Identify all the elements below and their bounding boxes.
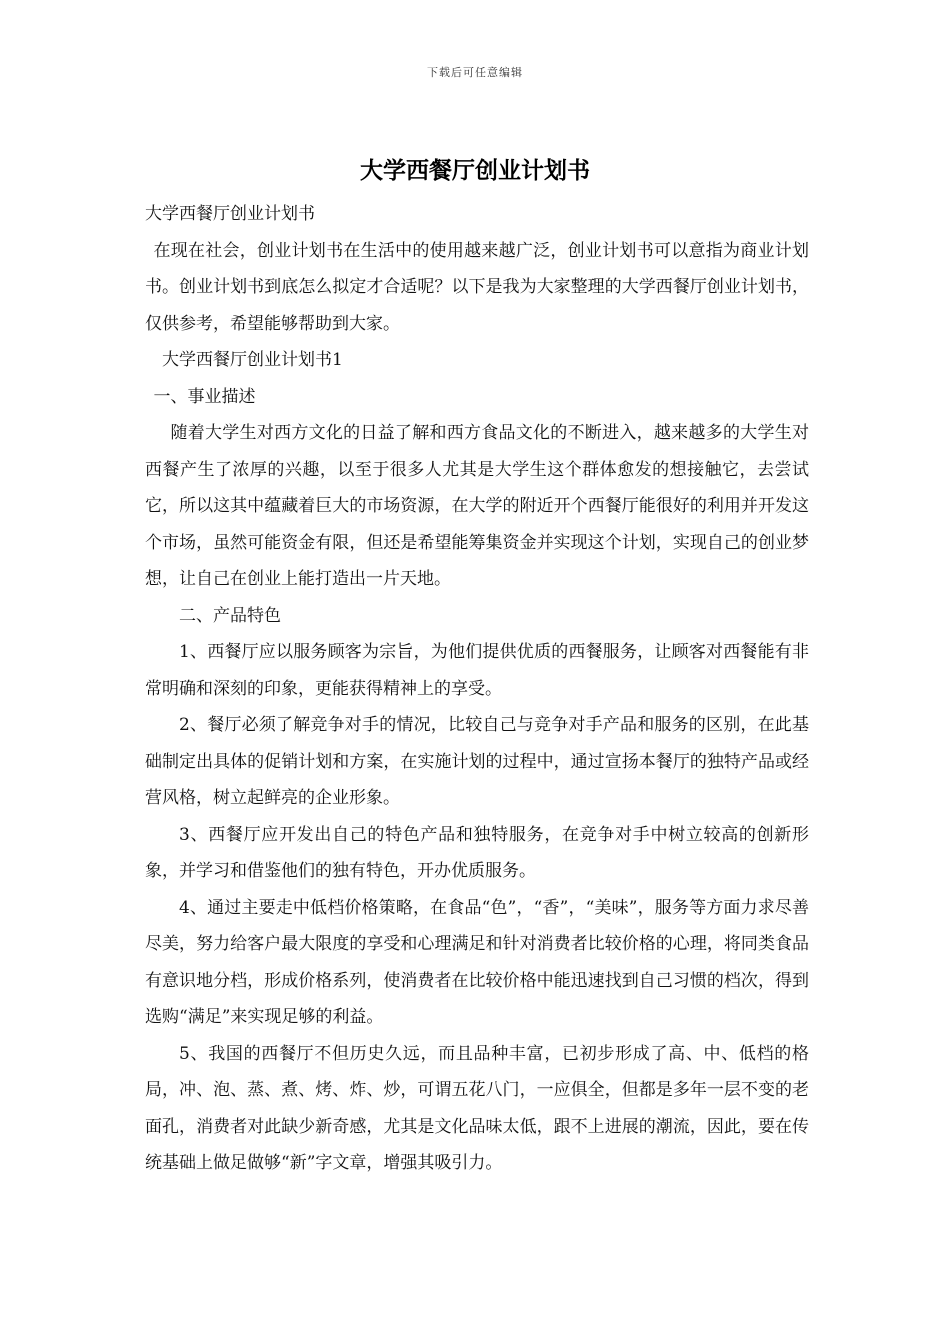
paragraph-feature-4: 4、通过主要走中低档价格策略，在食品“色”，“香”，“美味”，服务等方面力求尽善尽美，努力给客户最大限度的享受和心理满足和针对消费者比较价格的心理，将同类食品有意识地分档，形成价格系列，使消费者在比较价格中能迅速找到自己习惯的档次，得到选购“满足”来实现足够的利益。 — [145, 897, 809, 1027]
paragraph-feature-1: 1、西餐厅应以服务顾客为宗旨，为他们提供优质的西餐服务，让顾客对西餐能有非常明确和深刻的印象，更能获得精神上的享受。 — [145, 642, 809, 699]
subtitle-line: 大学西餐厅创业计划书 — [145, 204, 315, 224]
paragraph-business-description: 随着大学生对西方文化的日益了解和西方食品文化的不断进入，越来越多的大学生对西餐产生了浓厚的兴趣，以至于很多人尤其是大学生这个群体愈发的想接触它，去尝试它，所以这其中蕴藏着巨大的市场资源，在大学的附近开个西餐厅能很好的利用并开发这个市场，虽然可能资金有限，但还是希望能筹集资金并实现这个计划，实现自己的创业梦想，让自己在创业上能打造出一片天地。 — [145, 423, 809, 589]
intro-paragraph: 在现在社会，创业计划书在生活中的使用越来越广泛，创业计划书可以意指为商业计划书。创业计划书到底怎么拟定才合适呢？以下是我为大家整理的大学西餐厅创业计划书，仅供参考，希望能够帮助到大家。 — [145, 240, 809, 334]
paragraph-feature-3: 3、西餐厅应开发出自己的特色产品和独特服务，在竞争对手中树立较高的创新形象，并学习和借鉴他们的独有特色，开办优质服务。 — [145, 824, 809, 881]
section-heading-plan-1: 大学西餐厅创业计划书1 — [162, 350, 343, 370]
section-heading-business-description: 一、事业描述 — [153, 386, 256, 407]
paragraph-feature-2: 2、餐厅必须了解竞争对手的情况，比较自己与竞争对手产品和服务的区别，在此基础制定出具体的促销计划和方案，在实施计划的过程中，通过宣扬本餐厅的独特产品或经营风格，树立起鲜亮的企业形象。 — [145, 715, 809, 808]
document-body — [145, 196, 809, 1182]
header-note: 下载后可任意编辑 — [427, 66, 523, 79]
section-heading-product-features: 二、产品特色 — [179, 605, 281, 626]
document-title: 大学西餐厅创业计划书 — [360, 158, 590, 184]
paragraph-feature-5: 5、我国的西餐厅不但历史久远，而且品种丰富，已初步形成了高、中、低档的格局，冲、泡、蒸、煮、烤、炸、炒，可谓五花八门，一应俱全，但都是多年一层不变的老面孔，消费者对此缺少新奇感，尤其是文化品味太低，跟不上进展的潮流，因此，要在传统基础上做足做够“新”字文章，增强其吸引力。 — [145, 1043, 809, 1173]
